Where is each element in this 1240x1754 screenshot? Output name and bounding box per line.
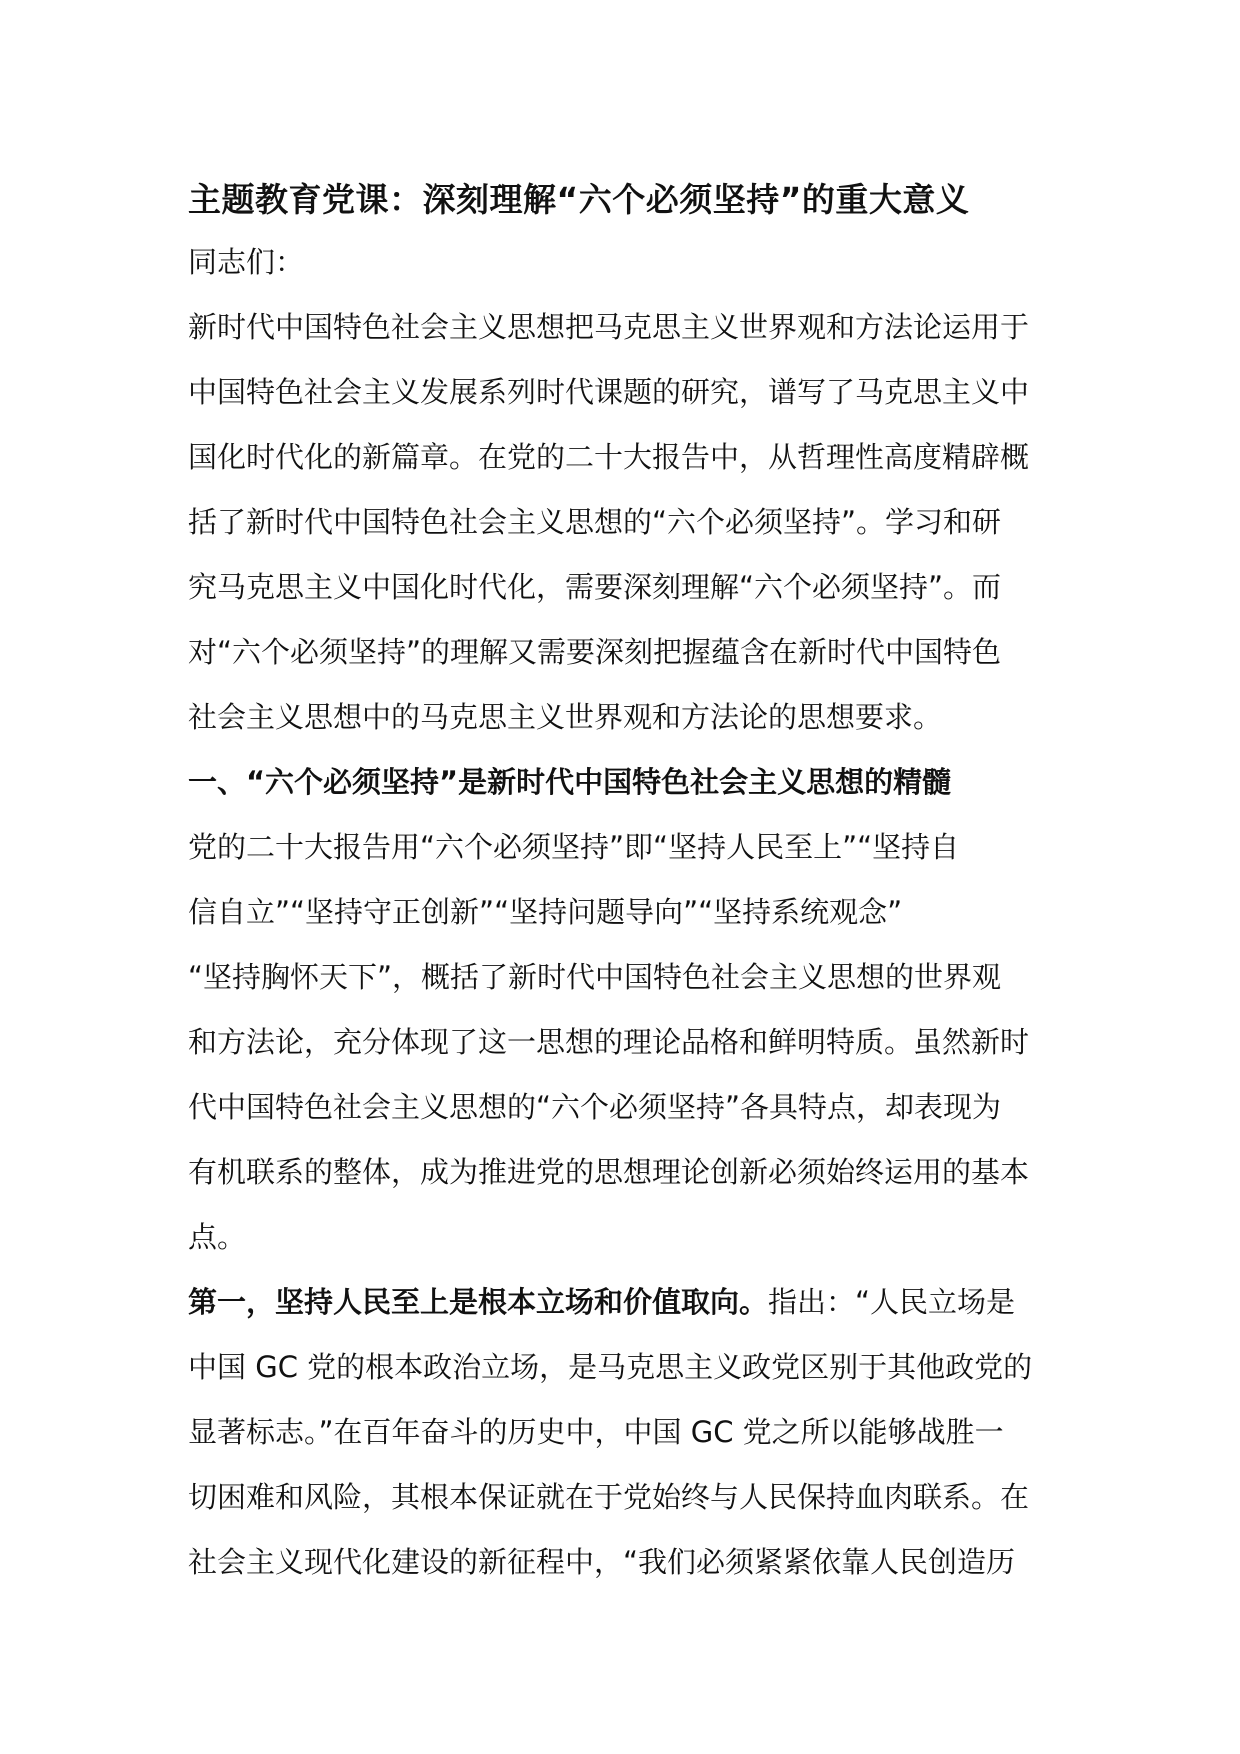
paragraph-line: 括了新时代中国特色社会主义思想的“六个必须坚持”。学习和研	[188, 505, 1002, 539]
point-lead-rest: 指出：“人民立场是	[768, 1285, 1016, 1319]
paragraph-line: 对“六个必须坚持”的理解又需要深刻把握蕴含在新时代中国特色	[188, 635, 1002, 669]
document-body	[188, 170, 1058, 1595]
paragraph-line: 代中国特色社会主义思想的“六个必须坚持”各具特点，却表现为	[188, 1090, 1002, 1124]
paragraph-line: 究马克思主义中国化时代化，需要深刻理解“六个必须坚持”。而	[188, 570, 1002, 604]
paragraph-line: 社会主义思想中的马克思主义世界观和方法论的思想要求。	[188, 700, 943, 734]
paragraph-line: 有机联系的整体，成为推进党的思想理论创新必须始终运用的基本	[188, 1155, 1030, 1189]
paragraph-line: 社会主义现代化建设的新征程中，“我们必须紧紧依靠人民创造历	[188, 1545, 1016, 1579]
paragraph-line: 点。	[188, 1220, 247, 1254]
intro-paragraph	[188, 295, 1058, 750]
document-title: 主题教育党课：深刻理解“六个必须坚持”的重大意义	[188, 180, 970, 219]
paragraph-line: 和方法论，充分体现了这一思想的理论品格和鲜明特质。虽然新时	[188, 1025, 1030, 1059]
paragraph-line: 切困难和风险，其根本保证就在于党始终与人民保持血肉联系。在	[188, 1480, 1030, 1514]
paragraph-line: 党的二十大报告用“六个必须坚持”即“坚持人民至上”“坚持自	[188, 830, 960, 864]
paragraph-line: “坚持胸怀天下”，概括了新时代中国特色社会主义思想的世界观	[188, 960, 1002, 994]
paragraph-line: 中国特色社会主义发展系列时代课题的研究，谱写了马克思主义中	[188, 375, 1030, 409]
paragraph-line	[188, 1270, 1058, 1335]
section-paragraph	[188, 815, 1058, 1270]
greeting: 同志们：	[188, 245, 305, 279]
paragraph-line: 显著标志。”在百年奋斗的历史中，中国 GC 党之所以能够战胜一	[188, 1415, 1004, 1449]
paragraph-line: 信自立”“坚持守正创新”“坚持问题导向”“坚持系统观念”	[188, 895, 903, 929]
section-heading: 一、“六个必须坚持”是新时代中国特色社会主义思想的精髓	[188, 765, 952, 799]
paragraph-line: 中国 GC 党的根本政治立场，是马克思主义政党区别于其他政党的	[188, 1350, 1033, 1384]
point-lead: 第一，坚持人民至上是根本立场和价值取向。	[188, 1285, 769, 1319]
point-paragraph	[188, 1270, 1058, 1595]
paragraph-line: 国化时代化的新篇章。在党的二十大报告中，从哲理性高度精辟概	[188, 440, 1030, 474]
paragraph-line: 新时代中国特色社会主义思想把马克思主义世界观和方法论运用于	[188, 310, 1030, 344]
